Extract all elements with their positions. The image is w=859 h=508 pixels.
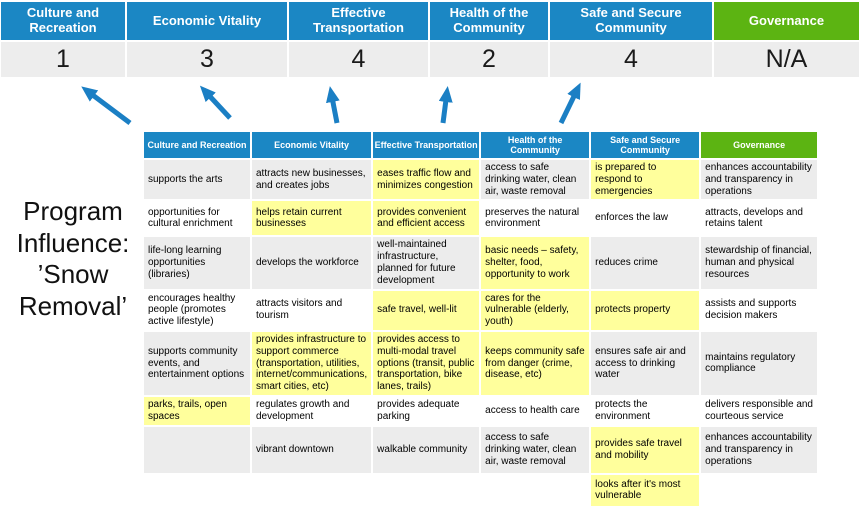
matrix-cell: eases traffic flow and minimizes congestion bbox=[373, 160, 479, 199]
influence-arrow-4 bbox=[561, 88, 578, 123]
matrix-cell: ensures safe air and access to drinking water bbox=[591, 332, 699, 395]
matrix-cell: stewardship of financial, human and physical resources bbox=[701, 237, 817, 288]
matrix-cell: maintains regulatory compliance bbox=[701, 332, 817, 395]
matrix-cell: opportunities for cultural enrichment bbox=[144, 201, 250, 235]
matrix-cell: delivers responsible and courteous service bbox=[701, 397, 817, 425]
matrix-cell: regulates growth and development bbox=[252, 397, 371, 425]
matrix-cell: looks after it's most vulnerable bbox=[591, 475, 699, 506]
matrix-cell: enhances accountability and transparency in operations bbox=[701, 427, 817, 473]
table-row bbox=[144, 237, 817, 288]
matrix-cell: provides safe travel and mobility bbox=[591, 427, 699, 473]
matrix-col-header-0: Culture and Recreation bbox=[144, 132, 250, 158]
table-row bbox=[144, 397, 817, 425]
priority-header-1: Economic Vitality bbox=[127, 2, 287, 40]
priority-score-2: 4 bbox=[289, 42, 428, 77]
table-row bbox=[144, 160, 817, 199]
matrix-cell: provides access to multi-modal travel options (transit, public transportation, bike lanes, trails) bbox=[373, 332, 479, 395]
matrix-cell: enforces the law bbox=[591, 201, 699, 235]
influence-arrow-3 bbox=[443, 92, 447, 123]
matrix-cell: access to safe drinking water, clean air, waste removal bbox=[481, 427, 589, 473]
matrix-cell: preserves the natural environment bbox=[481, 201, 589, 235]
matrix-cell: provides convenient and efficient access bbox=[373, 201, 479, 235]
matrix-cell: attracts visitors and tourism bbox=[252, 291, 371, 330]
matrix-cell: supports community events, and entertainment options bbox=[144, 332, 250, 395]
influence-arrow-1 bbox=[204, 90, 230, 118]
matrix-cell: keeps community safe from danger (crime, disease, etc) bbox=[481, 332, 589, 395]
matrix-col-header-1: Economic Vitality bbox=[252, 132, 371, 158]
matrix-cell: access to health care bbox=[481, 397, 589, 425]
matrix-col-header-4: Safe and Secure Community bbox=[591, 132, 699, 158]
priority-header-2: Effective Transportation bbox=[289, 2, 428, 40]
matrix-cell: reduces crime bbox=[591, 237, 699, 288]
influence-matrix bbox=[142, 130, 819, 508]
matrix-cell: assists and supports decision makers bbox=[701, 291, 817, 330]
matrix-cell: helps retain current businesses bbox=[252, 201, 371, 235]
matrix-cell bbox=[252, 475, 371, 506]
program-influence-label: Program Influence: ’Snow Removal’ bbox=[16, 196, 130, 322]
matrix-cell bbox=[144, 427, 250, 473]
influence-arrow-2 bbox=[331, 92, 337, 123]
matrix-cell bbox=[144, 475, 250, 506]
matrix-cell: provides infrastructure to support commerce (transportation, utilities, internet/communications, smart cities, etc) bbox=[252, 332, 371, 395]
matrix-cell: attracts new businesses, and creates jobs bbox=[252, 160, 371, 199]
matrix-cell: life-long learning opportunities (libraries) bbox=[144, 237, 250, 288]
influence-arrow-0 bbox=[86, 90, 130, 123]
matrix-cell: safe travel, well-lit bbox=[373, 291, 479, 330]
matrix-cell: protects property bbox=[591, 291, 699, 330]
score-value-row bbox=[1, 42, 859, 77]
priority-score-5: N/A bbox=[714, 42, 859, 77]
matrix-cell: protects the environment bbox=[591, 397, 699, 425]
matrix-cell: is prepared to respond to emergencies bbox=[591, 160, 699, 199]
matrix-col-header-2: Effective Transportation bbox=[373, 132, 479, 158]
priority-score-1: 3 bbox=[127, 42, 287, 77]
matrix-cell: access to safe drinking water, clean air, waste removal bbox=[481, 160, 589, 199]
table-row bbox=[144, 427, 817, 473]
matrix-cell: develops the workforce bbox=[252, 237, 371, 288]
matrix-col-header-5: Governance bbox=[701, 132, 817, 158]
priority-header-3: Health of the Community bbox=[430, 2, 548, 40]
matrix-cell: attracts, develops and retains talent bbox=[701, 201, 817, 235]
priority-score-4: 4 bbox=[550, 42, 712, 77]
matrix-cell: cares for the vulnerable (elderly, youth) bbox=[481, 291, 589, 330]
priority-header-4: Safe and Secure Community bbox=[550, 2, 712, 40]
matrix-cell: well-maintained infrastructure, planned for future development bbox=[373, 237, 479, 288]
matrix-cell bbox=[701, 475, 817, 506]
priority-header-5: Governance bbox=[714, 2, 859, 40]
matrix-cell: basic needs – safety, shelter, food, opportunity to work bbox=[481, 237, 589, 288]
matrix-cell: provides adequate parking bbox=[373, 397, 479, 425]
priority-score-0: 1 bbox=[1, 42, 125, 77]
matrix-cell: supports the arts bbox=[144, 160, 250, 199]
matrix-col-header-3: Health of the Community bbox=[481, 132, 589, 158]
matrix-cell: vibrant downtown bbox=[252, 427, 371, 473]
priority-score-3: 2 bbox=[430, 42, 548, 77]
matrix-cell: parks, trails, open spaces bbox=[144, 397, 250, 425]
matrix-cell: enhances accountability and transparency in operations bbox=[701, 160, 817, 199]
priority-header-0: Culture and Recreation bbox=[1, 2, 125, 40]
score-header-row bbox=[1, 2, 859, 40]
table-row bbox=[144, 475, 817, 506]
table-row bbox=[144, 332, 817, 395]
matrix-cell: encourages healthy people (promotes active lifestyle) bbox=[144, 291, 250, 330]
matrix-cell: walkable community bbox=[373, 427, 479, 473]
matrix-cell bbox=[373, 475, 479, 506]
matrix-cell bbox=[481, 475, 589, 506]
matrix-header bbox=[144, 132, 817, 158]
table-row bbox=[144, 201, 817, 235]
table-row bbox=[144, 291, 817, 330]
